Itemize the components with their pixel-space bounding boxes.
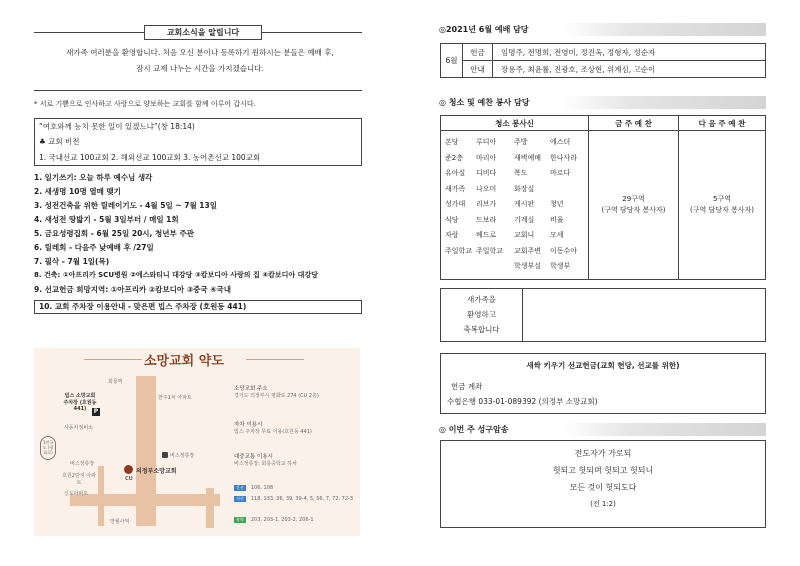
next-week-cell: [679, 131, 766, 280]
area-item: 게시판: [514, 200, 535, 208]
account-label: 헌금 계좌: [451, 382, 483, 391]
map-title: 소망교회 약도: [144, 354, 224, 369]
map-title-rule-right: [246, 359, 304, 360]
welcome-line-2: 잠시 교제 나누는 시간을 가지겠습니다.: [136, 64, 264, 73]
verse-reference: (전 1:2): [590, 500, 616, 508]
team-column: [550, 135, 586, 275]
team-item: 주일학교: [476, 246, 504, 255]
news-item: 8. 건축: ①아프리카 SCU병원 ②에스와티니 대강당 ③캄보디아 사랑의 집 ④캄보디아 대강당: [34, 271, 318, 279]
cleaning-table: [440, 115, 766, 280]
area-item: 새가족: [445, 184, 466, 193]
address-title: 소망교회 주소: [234, 386, 268, 392]
cleaning-header: ◎ 청소 및 예찬 봉사 담당: [436, 96, 766, 109]
route-label: 1번국도 (평화로): [42, 440, 54, 455]
title-box: [144, 25, 262, 40]
motto-verse: “여호와께 능치 못한 일이 있겠느냐”(창 18:14): [39, 122, 195, 131]
cu-label: CU: [125, 476, 133, 482]
team-item: 학생부: [550, 262, 571, 270]
area-item: 학생부실: [514, 262, 542, 270]
main-road-horizontal: [70, 494, 220, 506]
church-map: [34, 348, 360, 536]
next-week-header: 다 음 주 예 찬: [679, 116, 766, 131]
team-item: 리브가: [476, 200, 497, 208]
team-item: 드보라: [476, 215, 497, 224]
area-item: 기계실: [514, 215, 535, 224]
area-column: [514, 135, 550, 275]
worship-role: 헌금: [463, 44, 493, 61]
news-item: 4. 새성전 땅밟기 - 5월 3일부터 / 매일 1회: [34, 215, 179, 224]
area-item: 새벽예배: [514, 153, 542, 162]
worship-role: 안내: [463, 61, 493, 78]
offering-box: [440, 353, 766, 414]
apartment-label: 한주1차 아파트: [158, 395, 192, 401]
motto-box: [34, 118, 362, 166]
team-item: 비율: [550, 215, 564, 224]
team-item: 베드로: [476, 231, 497, 239]
news-item: 6. 릴레회 - 다음주 낮예배 후 /27일: [34, 243, 154, 252]
bus-route-row: [234, 474, 274, 491]
vision-label: ♣ 교회 비전: [39, 137, 80, 147]
worship-month: 6월: [441, 44, 463, 78]
welcome-line-1: 새가족 여러분을 환영합니다. 처음 오신 분이나 등록하기 원하시는 분들은 예배 후,: [66, 48, 334, 57]
newcomer-line: 환영하고: [467, 310, 496, 319]
route-tag: 간선: [236, 485, 244, 490]
side-road-marker: [40, 436, 56, 460]
area-item: 교회니: [514, 231, 535, 239]
team-item: 청년: [550, 200, 564, 208]
road-label-top: 회룡역: [108, 379, 123, 385]
parking-icon-letter: P: [93, 408, 99, 415]
bus-route-row: [234, 485, 354, 502]
car-text: 빕스 주차장 무료 이용(호원동 441): [234, 429, 312, 435]
title-rule: [34, 32, 144, 33]
team-item: 나오미: [476, 184, 497, 193]
team-item: 루디아: [476, 138, 497, 146]
this-week-header: 금 주 예 찬: [589, 116, 679, 131]
news-item: 5. 금요성령집회 - 6월 25일 20시, 청년부 주관: [34, 229, 194, 238]
next-week-note: (구역 담당자 봉사자): [689, 205, 754, 214]
route-tag: 지선: [236, 496, 244, 501]
offering-title: 새싹 키우기 선교헌금(교회 헌당, 선교를 위한): [526, 361, 680, 370]
parking-icon: [92, 408, 100, 416]
newcomer-label: [441, 289, 523, 341]
this-week-group: 29구역: [622, 194, 645, 203]
this-week-note: (구역 담당자 봉사자): [601, 205, 666, 214]
news-list: [34, 173, 364, 299]
bus-text: 버스정류장: 회룡중학교 하차: [234, 461, 297, 467]
verse-line: 전도자가 가로되: [574, 449, 632, 458]
team-item: 모세: [550, 231, 564, 239]
worship-table: [440, 43, 766, 78]
area-item: 유아실: [445, 169, 466, 177]
parking-info: 10. 교회 주차장 이용안내 - 맞은편 빕스 주차장 (호원동 441): [39, 302, 247, 311]
cleaning-col-header: 청소 봉사신: [441, 116, 589, 131]
road-label-bottom: 망월사역: [110, 519, 130, 525]
team-item: 디비다: [476, 169, 497, 177]
account-number: 수협은행 033-01-089392 (의정부 소망교회): [447, 397, 598, 406]
area-item: 복도: [514, 169, 528, 177]
parking-box: [34, 300, 362, 314]
note-text: * 서로 기쁨으로 인사하고 사랑으로 양보하는 교회를 함께 이루어 갑시다.: [34, 100, 256, 108]
area-item: 자랑: [445, 231, 459, 239]
area-item: 성가대: [445, 200, 466, 208]
area-item: 교회주변: [514, 246, 542, 255]
route-text: 118, 133, 36, 39, 39-4, 5, 56, 7, 72, 72-3: [250, 496, 354, 502]
bus-stop-label-left: 버스정류장: [70, 461, 95, 467]
area-item: 주일학교: [445, 246, 473, 255]
car-title: 자차 이용시: [234, 422, 263, 428]
team-item: 에스더: [550, 138, 571, 146]
side-road-right: [206, 488, 214, 528]
news-item: 9. 선교헌금 희망지역: ①아프리카 ②캄보디아 ③중국 ④국내: [34, 285, 232, 294]
team-item: [550, 182, 586, 198]
repair-shop-label: 사동차정비소: [64, 425, 93, 431]
team-item: 마르다: [550, 169, 571, 177]
verse-line: 모든 것이 헛되도다: [569, 483, 637, 492]
newcomer-box: [440, 288, 766, 342]
area-item: 준2층: [445, 153, 463, 162]
newcomer-line: 축복합니다: [463, 325, 500, 334]
news-item: 2. 새생명 10명 열매 맺기: [34, 187, 121, 196]
area-item: 주방: [514, 138, 528, 146]
news-item: 1. 일기쓰기: 오늘 하루 예수님 생각: [34, 173, 153, 182]
address-text: 경기도 의정부시 평화로 274 (CU 2층): [234, 393, 319, 399]
worship-names: 장용주, 최윤률, 진광호, 조상현, 위계심, 고순이: [493, 61, 766, 78]
team-column: [476, 135, 514, 275]
church-marker-icon: [124, 465, 133, 474]
apartments-label-2: 신도아파트: [64, 491, 89, 497]
verse-header: ◎ 이번 주 성구암송: [436, 423, 766, 436]
church-label: 의정부소망교회: [136, 468, 177, 475]
vision-items: 1. 국내선교 100교회 2. 해외선교 100교회 3. 농어촌선교 100교회: [39, 152, 261, 162]
notice-title: 교회소식을 알립니다: [166, 28, 240, 37]
cleaning-assignments: [441, 131, 589, 280]
divider: [34, 90, 362, 91]
vips-label: 빕스 소망교회 주차장 (호원동 441): [63, 393, 97, 412]
title-rule-right: [262, 32, 362, 33]
area-item: 본당: [445, 138, 459, 146]
area-item: 화장실: [514, 184, 535, 193]
route-text: 203, 203-1, 203-2, 206-1: [250, 517, 314, 523]
newcomer-line: 새가족을: [467, 295, 496, 304]
news-item: 7. 필삭 - 7월 1일(목): [34, 257, 110, 266]
bus-title: 대중교통 이용시: [234, 454, 273, 460]
verse-box: [440, 440, 766, 528]
bus-stop-label-right: 버스정류장: [170, 453, 195, 459]
this-week-cell: [589, 131, 679, 280]
apartments-label: 호원2단지 아파트: [62, 473, 96, 486]
team-item: 한나사라: [550, 153, 578, 162]
bus-icon: [162, 452, 168, 458]
area-column: [443, 135, 476, 275]
side-road: [98, 466, 104, 526]
news-item: 3. 성전건축을 위한 릴레이기도 - 4월 5일 ~ 7월 13일: [34, 201, 217, 210]
worship-header: ◎2021년 6월 예배 담당: [436, 23, 766, 36]
team-item: 이동수아: [550, 246, 578, 255]
map-title-rule: [84, 359, 142, 360]
team-item: 마리아: [476, 153, 497, 162]
route-text: 106, 108: [250, 485, 274, 491]
area-item: 식당: [445, 215, 459, 224]
next-week-group: 5구역: [713, 194, 731, 203]
bus-route-row: [234, 506, 314, 523]
route-tag: 광역: [236, 517, 244, 522]
verse-line: 헛되고 헛되며 헛되고 헛되니: [552, 466, 654, 475]
worship-names: 임명주, 전명희, 전영미, 정진옥, 정형자, 성순자: [493, 44, 766, 61]
